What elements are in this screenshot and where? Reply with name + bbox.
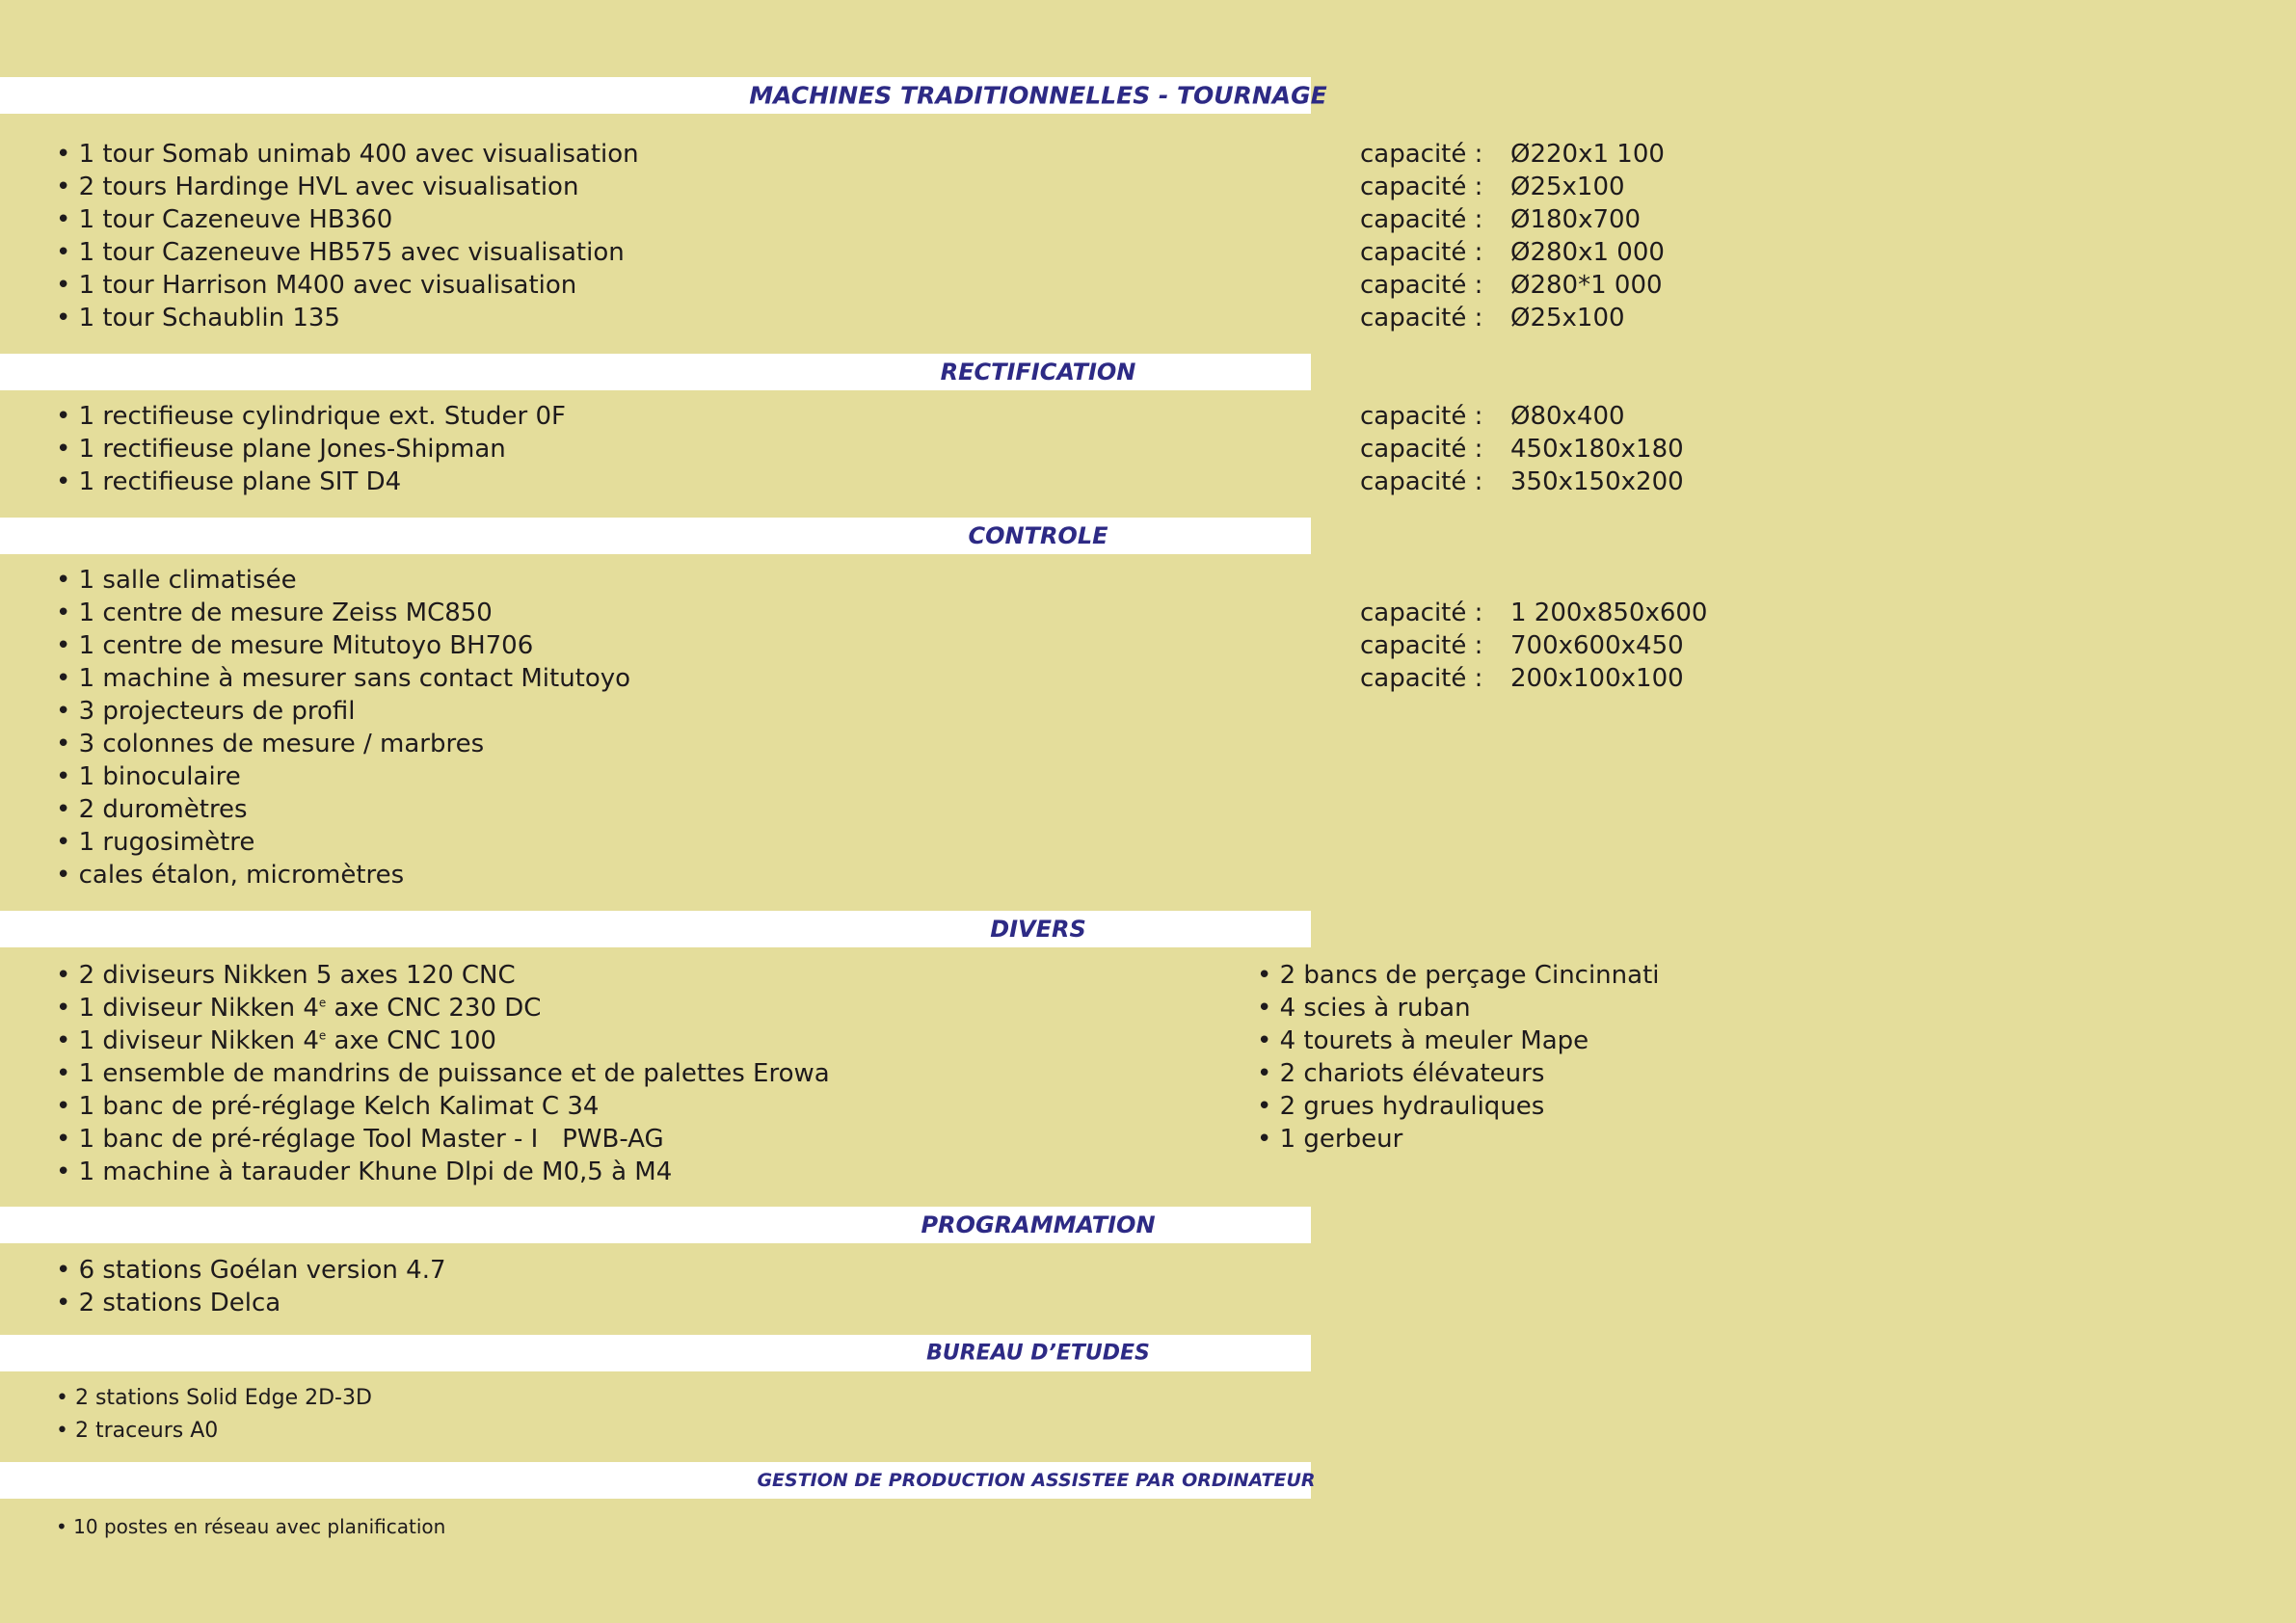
list-item: • cales étalon, micromètres xyxy=(56,861,405,890)
capacity-value: Ø280*1 000 xyxy=(1510,271,1663,300)
list-item: • 1 ensemble de mandrins de puissance et de palettes Erowa xyxy=(56,1059,830,1088)
list-item: • 2 duromètres xyxy=(56,795,248,824)
section-banner-programmation xyxy=(0,1207,1311,1243)
list-item: • 2 chariots élévateurs xyxy=(1257,1059,1545,1088)
list-item: • 1 centre de mesure Zeiss MC850 xyxy=(56,599,493,627)
list-item: • 2 tours Hardinge HVL avec visualisation xyxy=(56,173,579,201)
list-item: • 2 stations Delca xyxy=(56,1289,281,1317)
capacity-label: capacité : xyxy=(1360,599,1483,627)
list-item: • 2 grues hydrauliques xyxy=(1257,1092,1545,1121)
capacity-value: 200x100x100 xyxy=(1510,664,1684,693)
list-item: • 3 colonnes de mesure / marbres xyxy=(56,730,485,758)
list-item: • 1 gerbeur xyxy=(1257,1125,1403,1154)
capacity-value: 450x180x180 xyxy=(1510,435,1684,464)
section-banner-controle xyxy=(0,518,1311,554)
capacity-label: capacité : xyxy=(1360,402,1483,431)
capacity-value: Ø80x400 xyxy=(1510,402,1625,431)
section-banner-tournage xyxy=(0,77,1327,114)
list-item: • 1 diviseur Nikken 4e axe CNC 230 DC xyxy=(56,994,542,1023)
list-item: • 1 tour Somab unimab 400 avec visualisation xyxy=(56,140,639,169)
capacity-label: capacité : xyxy=(1360,664,1483,693)
list-item: • 1 centre de mesure Mitutoyo BH706 xyxy=(56,631,534,660)
capacity-label: capacité : xyxy=(1360,435,1483,464)
capacity-label: capacité : xyxy=(1360,173,1483,201)
capacity-value: 1 200x850x600 xyxy=(1510,599,1708,627)
section-banner-gpao xyxy=(0,1462,1316,1499)
list-item: • 1 machine à tarauder Khune Dlpi de M0,5 à M4 xyxy=(56,1157,673,1186)
list-item: • 10 postes en réseau avec planification xyxy=(56,1515,446,1538)
list-item: • 1 tour Cazeneuve HB575 avec visualisation xyxy=(56,238,625,267)
list-item: • 1 binoculaire xyxy=(56,762,241,791)
list-item: • 1 salle climatisée xyxy=(56,566,297,595)
list-item: • 1 diviseur Nikken 4e axe CNC 100 xyxy=(56,1026,496,1055)
capacity-value: 350x150x200 xyxy=(1510,467,1684,496)
capacity-label: capacité : xyxy=(1360,140,1483,169)
section-banner-divers xyxy=(0,911,1311,947)
capacity-label: capacité : xyxy=(1360,467,1483,496)
list-item: • 1 tour Schaublin 135 xyxy=(56,304,340,333)
capacity-label: capacité : xyxy=(1360,238,1483,267)
section-banner-bureau-etudes xyxy=(0,1335,1311,1371)
capacity-label: capacité : xyxy=(1360,631,1483,660)
list-item: • 2 diviseurs Nikken 5 axes 120 CNC xyxy=(56,961,516,990)
list-item: • 4 scies à ruban xyxy=(1257,994,1471,1023)
list-item: • 1 tour Harrison M400 avec visualisation xyxy=(56,271,577,300)
list-item: • 6 stations Goélan version 4.7 xyxy=(56,1256,446,1285)
list-item: • 1 rugosimètre xyxy=(56,828,255,857)
section-banner-rectification xyxy=(0,354,1311,390)
capacity-value: Ø25x100 xyxy=(1510,173,1625,201)
section-title-controle: CONTROLE xyxy=(968,522,1108,549)
list-item: • 1 machine à mesurer sans contact Mitutoyo xyxy=(56,664,631,693)
list-item: • 1 rectifieuse cylindrique ext. Studer 0F xyxy=(56,402,566,431)
list-item: • 2 bancs de perçage Cincinnati xyxy=(1257,961,1660,990)
section-title-gpao: GESTION DE PRODUCTION ASSISTEE PAR ORDINATEUR xyxy=(757,1470,1316,1491)
section-title-bureau-etudes: BUREAU D’ETUDES xyxy=(926,1341,1150,1366)
list-item: • 3 projecteurs de profil xyxy=(56,697,356,726)
list-item: • 2 stations Solid Edge 2D-3D xyxy=(56,1386,372,1410)
capacity-value: 700x600x450 xyxy=(1510,631,1684,660)
list-item: • 1 banc de pré-réglage Tool Master - I PWB-AG xyxy=(56,1125,664,1154)
capacity-label: capacité : xyxy=(1360,271,1483,300)
capacity-value: Ø25x100 xyxy=(1510,304,1625,333)
section-title-programmation: PROGRAMMATION xyxy=(921,1211,1156,1238)
capacity-label: capacité : xyxy=(1360,304,1483,333)
section-title-divers: DIVERS xyxy=(990,916,1086,943)
capacity-label: capacité : xyxy=(1360,205,1483,234)
list-item: • 1 rectifieuse plane Jones-Shipman xyxy=(56,435,506,464)
capacity-value: Ø280x1 000 xyxy=(1510,238,1665,267)
list-item: • 4 tourets à meuler Mape xyxy=(1257,1026,1589,1055)
list-item: • 1 banc de pré-réglage Kelch Kalimat C 34 xyxy=(56,1092,600,1121)
section-title-tournage: MACHINES TRADITIONNELLES - TOURNAGE xyxy=(749,81,1327,110)
list-item: • 1 tour Cazeneuve HB360 xyxy=(56,205,393,234)
section-title-rectification: RECTIFICATION xyxy=(940,359,1136,386)
capacity-value: Ø180x700 xyxy=(1510,205,1642,234)
list-item: • 2 traceurs A0 xyxy=(56,1419,219,1443)
capacity-value: Ø220x1 100 xyxy=(1510,140,1665,169)
list-item: • 1 rectifieuse plane SIT D4 xyxy=(56,467,402,496)
